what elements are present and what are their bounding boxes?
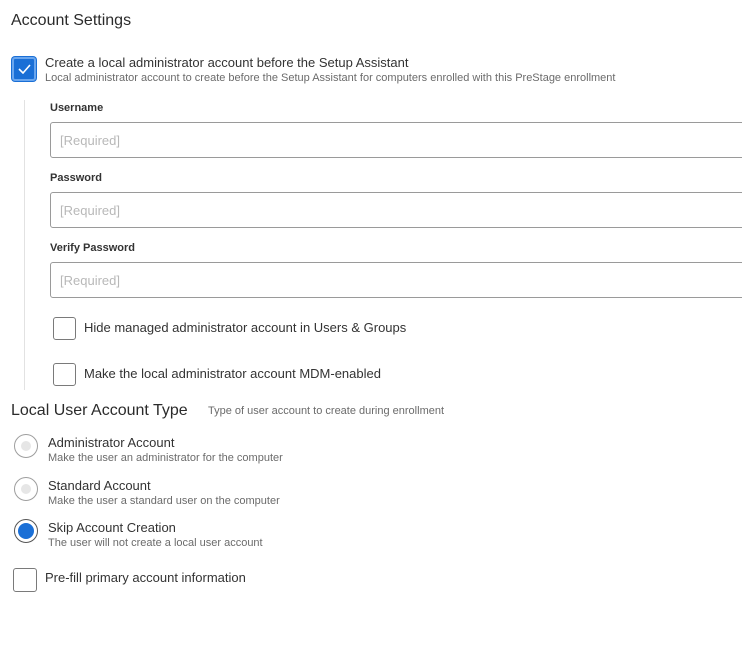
- skip-account-creation-label: Skip Account Creation: [48, 520, 176, 535]
- skip-account-creation-description: The user will not create a local user account: [48, 537, 263, 549]
- mdm-enabled-checkbox[interactable]: [53, 363, 76, 386]
- username-label: Username: [50, 102, 104, 114]
- username-input[interactable]: [50, 122, 742, 158]
- radio-administrator-account[interactable]: [14, 434, 38, 458]
- hide-admin-label: Hide managed administrator account in Users & Groups: [84, 320, 407, 335]
- create-admin-label: Create a local administrator account before the Setup Assistant: [45, 55, 409, 70]
- prefill-label: Pre-fill primary account information: [45, 570, 246, 585]
- local-user-description: Type of user account to create during enrollment: [208, 405, 445, 417]
- local-user-title: Local User Account Type: [11, 402, 188, 419]
- administrator-account-description: Make the user an administrator for the computer: [48, 452, 283, 464]
- prefill-checkbox[interactable]: [13, 568, 37, 592]
- verify-password-input[interactable]: [50, 262, 742, 298]
- indent-divider: [24, 100, 25, 390]
- radio-standard-account[interactable]: [14, 477, 38, 501]
- create-admin-description: Local administrator account to create before the Setup Assistant for computers enrolled with this PreStage enrollment: [45, 72, 616, 84]
- password-label: Password: [50, 172, 102, 184]
- standard-account-description: Make the user a standard user on the computer: [48, 495, 280, 507]
- create-admin-checkbox[interactable]: [12, 57, 36, 81]
- mdm-enabled-label: Make the local administrator account MDM-enabled: [84, 366, 381, 381]
- administrator-account-label: Administrator Account: [48, 435, 175, 450]
- hide-admin-checkbox[interactable]: [53, 317, 76, 340]
- standard-account-label: Standard Account: [48, 478, 151, 493]
- radio-skip-account-creation[interactable]: [14, 519, 38, 543]
- password-input[interactable]: [50, 192, 742, 228]
- verify-password-label: Verify Password: [50, 242, 135, 254]
- checkmark-icon: [18, 64, 31, 74]
- account-settings-title: Account Settings: [11, 12, 132, 29]
